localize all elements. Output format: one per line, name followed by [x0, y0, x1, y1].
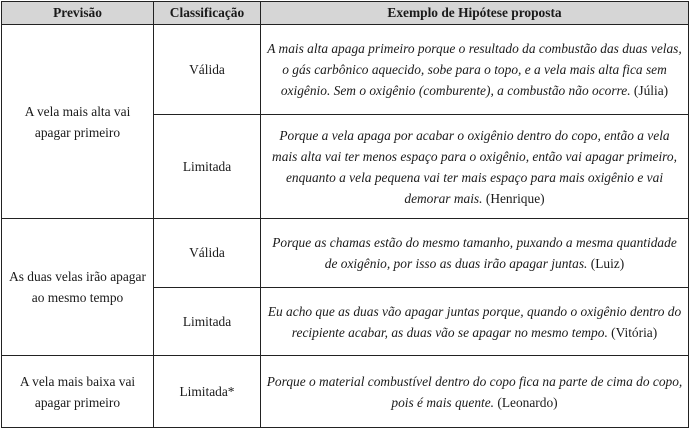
author: (Vitória): [611, 324, 658, 340]
author: (Leonardo): [497, 394, 558, 410]
hypothesis-cell: [261, 25, 689, 115]
prediction-cell: As duas velas irão apagar ao mesmo tempo: [2, 219, 154, 356]
hypothesis-text: Eu acho que as duas vão apagar juntas porque, quando o oxigênio dentro do recipiente acabar, as duas vão se apagar no mesmo tempo.: [267, 303, 682, 340]
table-row: [2, 25, 689, 115]
hypothesis-text: Porque o material combustível dentro do copo fica na parte de cima do copo, pois é mais quente.: [266, 373, 683, 410]
hypothesis-text: Porque a vela apaga por acabar o oxigênio dentro do copo, então a vela mais alta vai ter menos espaço para o oxigênio, então vai apagar primeiro, enquanto a vela pequena vai ter mais espaço para mais oxigênio e vai demorar mais.: [272, 127, 677, 206]
classification-cell: Válida: [154, 219, 261, 288]
hypothesis-text: A mais alta apaga primeiro porque o resultado da combustão das duas velas, o gás carbônico aquecido, sobe para o topo, e a vela mais alta fica sem oxigênio. Sem o oxigênio (comburente), a combustão não ocorre.: [267, 41, 682, 98]
author: (Júlia): [633, 83, 669, 98]
classification-cell: Limitada: [154, 288, 261, 356]
author: (Henrique): [485, 190, 545, 206]
classification-cell: Válida: [154, 25, 261, 115]
header-classificacao: Classificação: [154, 2, 261, 25]
table-row: [2, 356, 689, 428]
hypothesis-cell: [261, 219, 689, 288]
header-previsao: Previsão: [2, 2, 154, 25]
author: (Luiz): [590, 256, 625, 271]
hypothesis-table: [1, 1, 689, 428]
classification-cell: Limitada*: [154, 356, 261, 428]
classification-cell: Limitada: [154, 115, 261, 219]
hypothesis-cell: [261, 115, 689, 219]
header-row: [2, 2, 689, 25]
hypothesis-cell: [261, 288, 689, 356]
prediction-cell: A vela mais alta vai apagar primeiro: [2, 25, 154, 219]
table-row: [2, 219, 689, 288]
header-exemplo: Exemplo de Hipótese proposta: [261, 2, 689, 25]
prediction-cell: A vela mais baixa vai apagar primeiro: [2, 356, 154, 428]
hypothesis-text: Porque as chamas estão do mesmo tamanho, puxando a mesma quantidade de oxigênio, por isso as duas irão apagar juntas.: [272, 235, 677, 271]
hypothesis-cell: [261, 356, 689, 428]
